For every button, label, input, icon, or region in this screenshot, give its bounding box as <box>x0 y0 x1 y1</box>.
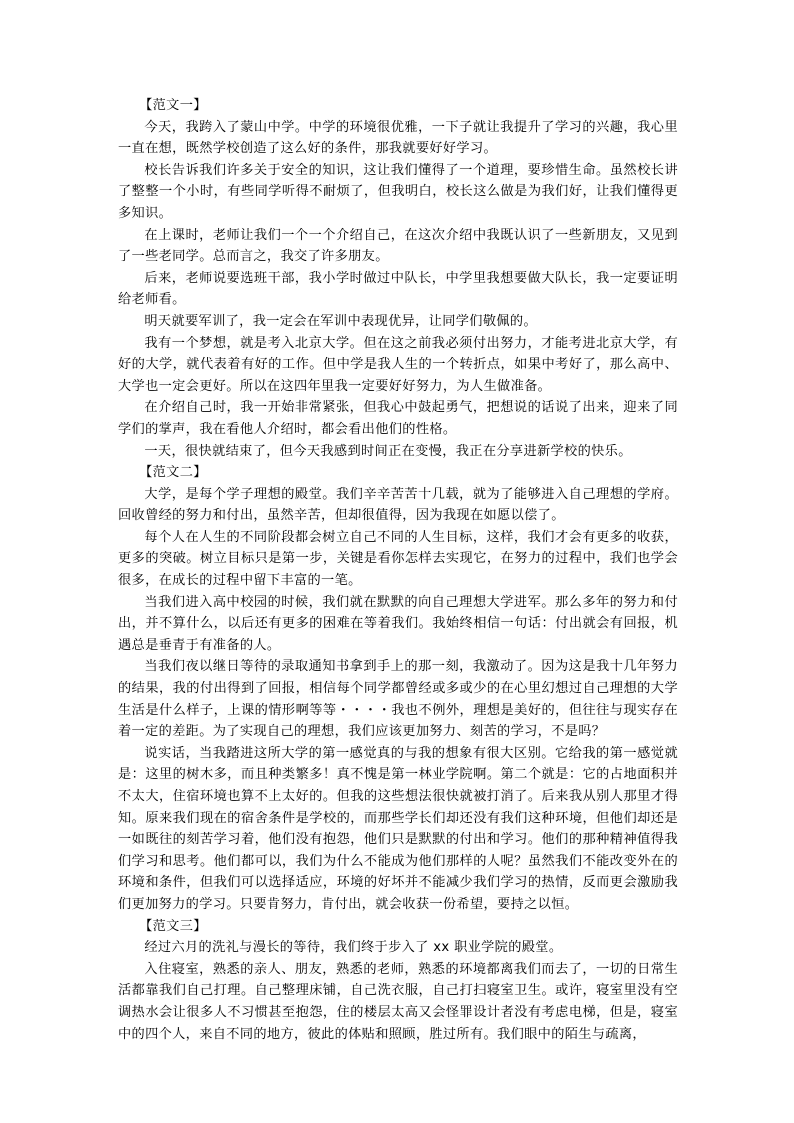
paragraph: 明天就要军训了，我一定会在军训中表现优异，让同学们敬佩的。 <box>144 313 537 329</box>
essay-section-1 <box>118 95 678 462</box>
paragraph: 后来，老师说要选班干部，我小学时做过中队长，中学里我想要做大队长，我一定要证明给老师看。 <box>118 270 678 308</box>
paragraph: 在上课时，老师让我们一个一个介绍自己，在这次介绍中我既认识了一些新朋友，又见到了一些老同学。总而言之，我交了许多朋友。 <box>118 227 678 265</box>
section-title: 【范文二】 <box>139 465 207 481</box>
paragraph: 每个人在人生的不同阶段都会树立自己不同的人生目标，这样，我们才会有更多的收获，更多的突破。树立目标只是第一步，关键是看你怎样去实现它，在努力的过程中，我们也学会很多，在成长的过程中留下丰富的一笔。 <box>118 529 678 589</box>
section-title: 【范文三】 <box>139 918 207 934</box>
paragraph: 一天，很快就结束了，但今天我感到时间正在变慢，我正在分享进新学校的快乐。 <box>144 443 632 459</box>
paragraph: 说实话，当我踏进这所大学的第一感觉真的与我的想象有很大区别。它给我的第一感觉就是：这里的树木多，而且种类繁多！真不愧是第一林业学院啊。第二个就是：它的占地面积并不太大，住宿环境也算不上太好的。但我的这些想法很快就被打消了。后来我从别人那里才得知。原来我们现在的宿舍条件是学校的，而那些学长们却还没有我们这种环境，但他们却还是一如既往的刻苦学习着，他们没有抱怨，他们只是默默的付出和学习。他们的那种精神值得我们学习和思考。他们都可以，我们为什么不能成为他们那样的人呢？虽然我们不能改变外在的环境和条件，但我们可以选择适应，环境的好坏并不能减少我们学习的热情，反而更会激励我们更加努力的学习。只要肯努力，肯付出，就会收获一份希望，要持之以恒。 <box>118 745 678 912</box>
paragraph: 当我们夜以继日等待的录取通知书拿到手上的那一刻，我激动了。因为这是我十几年努力的结果，我的付出得到了回报，相信每个同学都曾经或多或少的在心里幻想过自己理想的大学生活是什么样子，上课的情形啊等等・・・・我也不例外，理想是美好的，但往往与现实存在着一定的差距。为了实现自己的理想，我们应该更加努力、刻苦的学习，不是吗？ <box>118 659 678 740</box>
essay-section-3 <box>118 916 678 1046</box>
paragraph: 大学，是每个学子理想的殿堂。我们辛辛苦苦十几载，就为了能够进入自己理想的学府。回收曾经的努力和付出，虽然辛苦，但却很值得，因为我现在如愿以偿了。 <box>118 486 678 524</box>
essay-section-2 <box>118 462 678 915</box>
paragraph: 当我们进入高中校园的时候，我们就在默默的向自己理想大学进军。那么多年的努力和付出，并不算什么，以后还有更多的困难在等着我们。我始终相信一句话：付出就会有回报，机遇总是垂青于有准备的人。 <box>118 594 678 653</box>
paragraph: 经过六月的洗礼与漫长的等待，我们终于步入了 xx 职业学院的殿堂。 <box>144 940 563 956</box>
paragraph: 校长告诉我们许多关于安全的知识，这让我们懂得了一个道理，要珍惜生命。虽然校长讲了整整一个小时，有些同学听得不耐烦了，但我明白，校长这么做是为我们好，让我们懂得更多知识。 <box>118 162 678 221</box>
paragraph: 在介绍自己时，我一开始非常紧张，但我心中鼓起勇气，把想说的话说了出来，迎来了同学们的掌声，我在看他人介绍时，都会看出他们的性格。 <box>118 400 678 437</box>
paragraph: 我有一个梦想，就是考入北京大学。但在这之前我必须付出努力，才能考进北京大学，有好的大学，就代表着有好的工作。但中学是我人生的一个转折点，如果中考好了，那么高中、大学也一定会更好。所以在这四年里我一定要好好努力，为人生做准备。 <box>118 335 678 394</box>
document-body <box>118 95 678 1045</box>
paragraph: 入住寝室，熟悉的亲人、朋友，熟悉的老师，熟悉的环境都离我们而去了，一切的日常生活都靠我们自己打理。自己整理床铺，自己洗衣服，自己打扫寝室卫生。或许，寝室里没有空调热水会让很多人不习惯甚至抱怨，住的楼层太高又会怪罪设计者没有考虑电梯，但是，寝室中的四个人，来自不同的地方，彼此的体贴和照顾，胜过所有。我们眼中的陌生与疏离， <box>118 961 678 1042</box>
section-title: 【范文一】 <box>139 98 207 113</box>
paragraph: 今天，我跨入了蒙山中学。中学的环境很优雅，一下子就让我提升了学习的兴趣，我心里一直在想，既然学校创造了这么好的条件，那我就要好好学习。 <box>118 119 678 157</box>
